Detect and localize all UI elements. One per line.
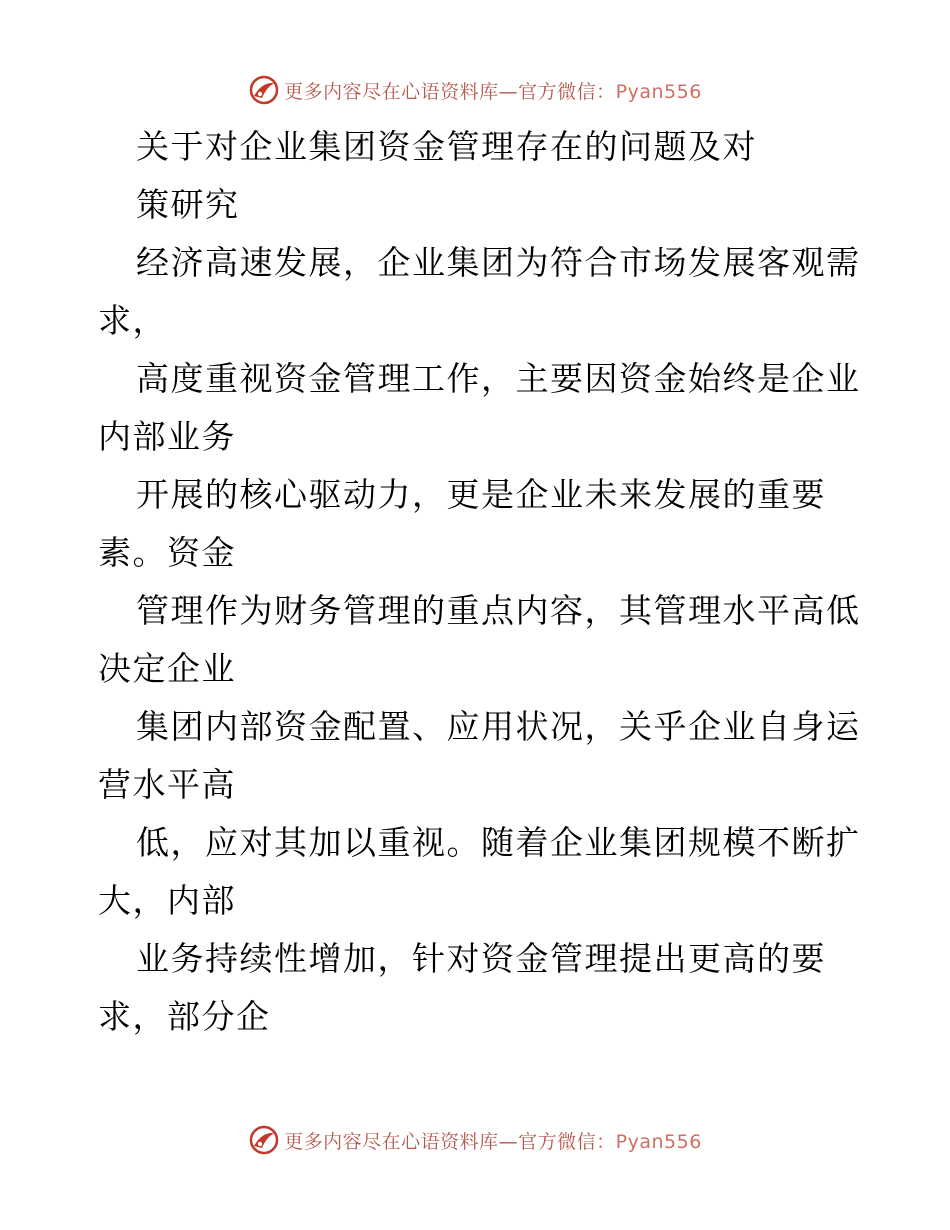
title-line-2: 策研究 (136, 185, 240, 224)
header-banner (0, 70, 950, 110)
pen-nib-logo-icon (248, 74, 280, 106)
paragraph-line: 管理作为财务管理的重点内容，其管理水平高低 (136, 591, 861, 630)
header-banner-text: 更多内容尽在心语资料库—官方微信：Pyan556 (284, 80, 702, 103)
paragraph-line: 求， (98, 301, 167, 340)
footer-banner-text: 更多内容尽在心语资料库—官方微信：Pyan556 (284, 1130, 702, 1153)
paragraph-line: 低，应对其加以重视。随着企业集团规模不断扩 (136, 823, 861, 862)
paragraph-line: 高度重视资金管理工作，主要因资金始终是企业 (136, 359, 861, 398)
paragraph-line: 经济高速发展，企业集团为符合市场发展客观需 (136, 243, 861, 282)
paragraph-line: 决定企业 (98, 649, 236, 688)
document-body (98, 118, 861, 1046)
paragraph-line: 集团内部资金配置、应用状况，关乎企业自身运 (136, 707, 861, 746)
header-wechat-handle: Pyan556 (615, 80, 702, 103)
paragraph-line: 内部业务 (98, 417, 236, 456)
footer-banner (0, 1120, 950, 1160)
footer-wechat-handle: Pyan556 (615, 1130, 702, 1153)
paragraph-line: 大，内部 (98, 881, 236, 920)
pen-nib-logo-icon (248, 1124, 280, 1156)
paragraph-line: 开展的核心驱动力，更是企业未来发展的重要 (136, 475, 826, 514)
paragraph-line: 素。资金 (98, 533, 236, 572)
title-line-1: 关于对企业集团资金管理存在的问题及对 (136, 127, 757, 166)
paragraph-line: 求，部分企 (98, 997, 271, 1036)
paragraph-line: 业务持续性增加，针对资金管理提出更高的要 (136, 939, 826, 978)
paragraph-line: 营水平高 (98, 765, 236, 804)
